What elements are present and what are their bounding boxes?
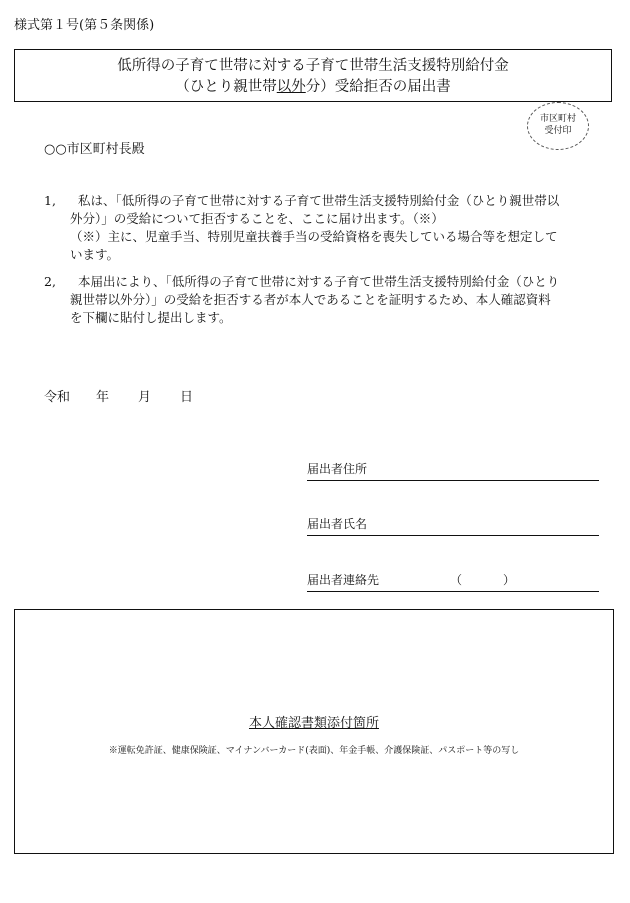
date-line bbox=[44, 386, 193, 405]
date-month-field[interactable]: 月 bbox=[138, 390, 152, 405]
applicant-contact-field[interactable] bbox=[307, 571, 599, 592]
item-number: 2, bbox=[44, 274, 56, 289]
reception-stamp-area bbox=[527, 102, 589, 150]
item-number: 1, bbox=[44, 193, 56, 208]
item-note-line: （※）主に、児童手当、特別児童扶養手当の受給資格を喪失している場合等を想定して bbox=[70, 229, 558, 244]
title-underlined-word: 以外 bbox=[276, 79, 306, 95]
title-line2-after: 分）受給拒否の届出書 bbox=[305, 79, 451, 95]
title-line2-before: （ひとり親世帯 bbox=[175, 79, 277, 95]
item-note-line: います。 bbox=[70, 247, 120, 262]
paren-open: （ bbox=[450, 573, 463, 587]
applicant-name-label: 届出者氏名 bbox=[307, 517, 368, 531]
attachment-title: 本人確認書類添付箇所 bbox=[248, 716, 379, 731]
date-day-field[interactable]: 日 bbox=[180, 390, 194, 405]
item-text-line: 親世帯以外分）」の受給を拒否する者が本人であることを証明するため、本人確認資料 bbox=[70, 292, 551, 307]
document-title-line2 bbox=[15, 77, 611, 98]
id-document-attachment-area[interactable] bbox=[14, 609, 614, 854]
item-text-line: 外分）」の受給について拒否することを、ここに届け出ます。（※） bbox=[70, 211, 444, 226]
document-title-box bbox=[14, 49, 612, 102]
paren-close: ） bbox=[503, 573, 516, 587]
stamp-line1: 市区町村 bbox=[539, 114, 576, 124]
declaration-item-1 bbox=[44, 192, 604, 264]
declaration-item-2 bbox=[44, 273, 604, 327]
applicant-address-field[interactable] bbox=[307, 460, 599, 481]
item-text-line: 私は、「低所得の子育て世帯に対する子育て世帯生活支援特別給付金（ひとり親世帯以 bbox=[77, 193, 560, 208]
item-text-line: 本届出により、「低所得の子育て世帯に対する子育て世帯生活支援特別給付金（ひとり bbox=[77, 274, 560, 289]
addressee: ○○市区町村長殿 bbox=[44, 142, 145, 157]
applicant-name-field[interactable] bbox=[307, 515, 599, 536]
date-era: 令和 bbox=[44, 390, 71, 405]
applicant-address-label: 届出者住所 bbox=[307, 462, 368, 476]
document-title-line1: 低所得の子育て世帯に対する子育て世帯生活支援特別給付金 bbox=[117, 58, 509, 74]
stamp-line2: 受付印 bbox=[544, 126, 572, 136]
applicant-contact-label: 届出者連絡先 bbox=[307, 573, 380, 587]
date-year-field[interactable]: 年 bbox=[96, 390, 110, 405]
form-number: 様式第１号(第５条関係) bbox=[14, 18, 155, 33]
item-text-line: を下欄に貼付し提出します。 bbox=[70, 310, 232, 325]
attachment-note: ※運転免許証、健康保険証、マイナンバーカード(表面)、年金手帳、介護保険証、パスポート等の写し bbox=[108, 746, 520, 756]
